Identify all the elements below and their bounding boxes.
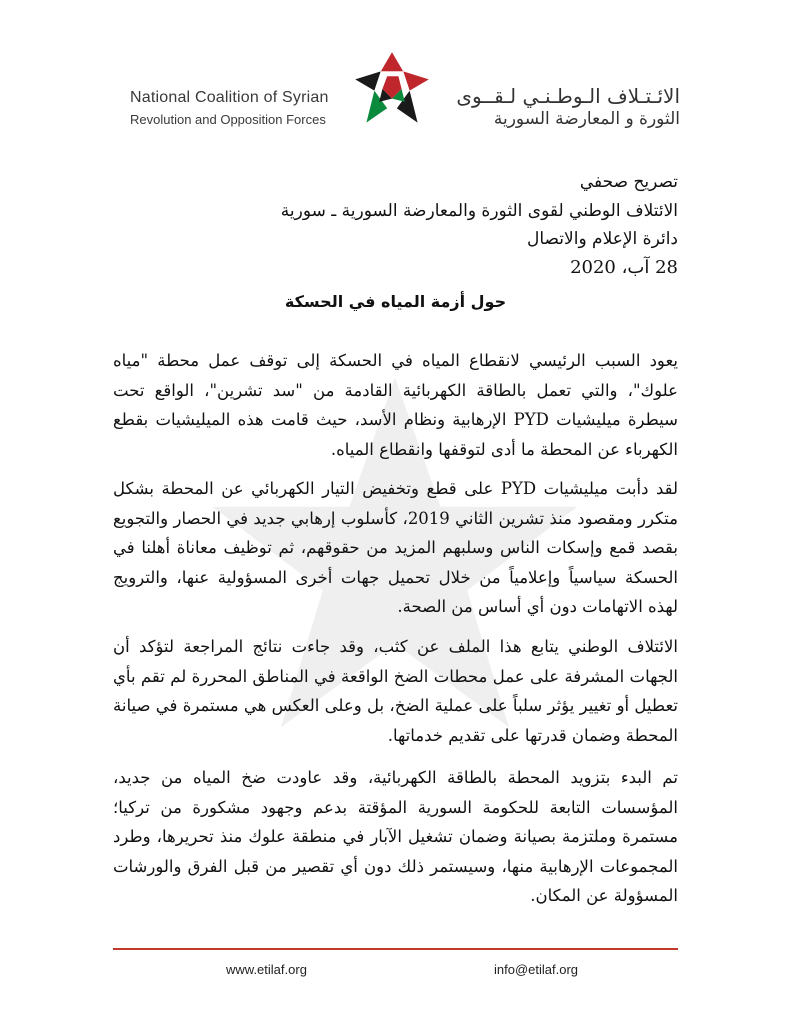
- statement-department: دائرة الإعلام والاتصال: [527, 229, 678, 249]
- footer-website-link[interactable]: www.etilaf.org: [226, 962, 307, 977]
- statement-type: تصريح صحفي: [579, 172, 678, 192]
- org-name-english-line2: Revolution and Opposition Forces: [130, 112, 326, 127]
- paragraph-3: الائتلاف الوطني يتابع هذا الملف عن كثب، وقد جاءت نتائج المراجعة لتؤكد أن الجهات المشرفة على عمل محطات الضخ الواقعة في المناطق المحررة لم تقم بأي تعطيل أو تغيير يؤثر سلباً على عملية الضخ، بل وعلى العكس هي مستمرة في صيانة المحطة وضمان قدرتها على تقديم خدماتها.: [113, 637, 678, 745]
- statement-title: حول أزمة المياه في الحسكة: [284, 292, 507, 311]
- statement-org: الائتلاف الوطني لقوى الثورة والمعارضة السورية ـ سورية: [280, 200, 678, 221]
- footer-divider: [113, 948, 678, 950]
- org-name-arabic-line1: الائـتـلاف الـوطـنـي لـقــوى: [456, 84, 680, 108]
- org-name-english: [130, 88, 345, 130]
- paragraph-4: تم البدء بتزويد المحطة بالطاقة الكهربائية، وقد عاودت ضخ المياه من جديد، المؤسسات التابعة للحكومة السورية المؤقتة بدعم وجهود مشكورة من تركيا؛ مستمرة وملتزمة بصيانة وضمان تشغيل الآبار في منطقة علوك منذ تحريرها، وطرد المجموعات الإرهابية منها، وسيستمر ذلك دون أي تقصير من قبل الفرق والورشات المسؤولة عن المكان.: [113, 768, 678, 905]
- statement-date: 28 آب، 2020: [570, 256, 678, 278]
- paragraph-1: يعود السبب الرئيسي لانقطاع المياه في الحسكة إلى توقف عمل محطة "مياه علوك"، والتي تعمل بالطاقة الكهربائية القادمة من "سد تشرين"، الواقع تحت سيطرة ميليشيات PYD الإرهابية ونظام الأسد، حيث قامت هذه الميليشيات بقطع الكهرباء عن المحطة ما أدى لتوقفها وانقطاع المياه.: [113, 351, 678, 459]
- footer-email-link[interactable]: info@etilaf.org: [494, 962, 579, 977]
- org-name-arabic-line2: الثورة و المعارضة السورية: [493, 109, 680, 129]
- star-logo-icon: [352, 48, 432, 130]
- paragraph-2: لقد دأبت ميليشيات PYD على قطع وتخفيض التيار الكهربائي عن المحطة بشكل متكرر ومقصود منذ تشرين الثاني 2019، كأسلوب إرهابي جديد في الحصار والتجويع بقصد قمع وإسكات الناس وسلبهم المزيد من حقوقهم، ثم توظيف معاناة أهلنا في الحسكة سياسياً وإعلامياً من خلال تحميل جهات أخرى المسؤولية عنها، والترويج لهذه الاتهامات دون أي أساس من الصحة.: [113, 479, 678, 616]
- org-name-arabic: [440, 84, 680, 130]
- statement-meta: [118, 168, 678, 282]
- org-name-english-line1: National Coalition of Syrian: [130, 89, 329, 106]
